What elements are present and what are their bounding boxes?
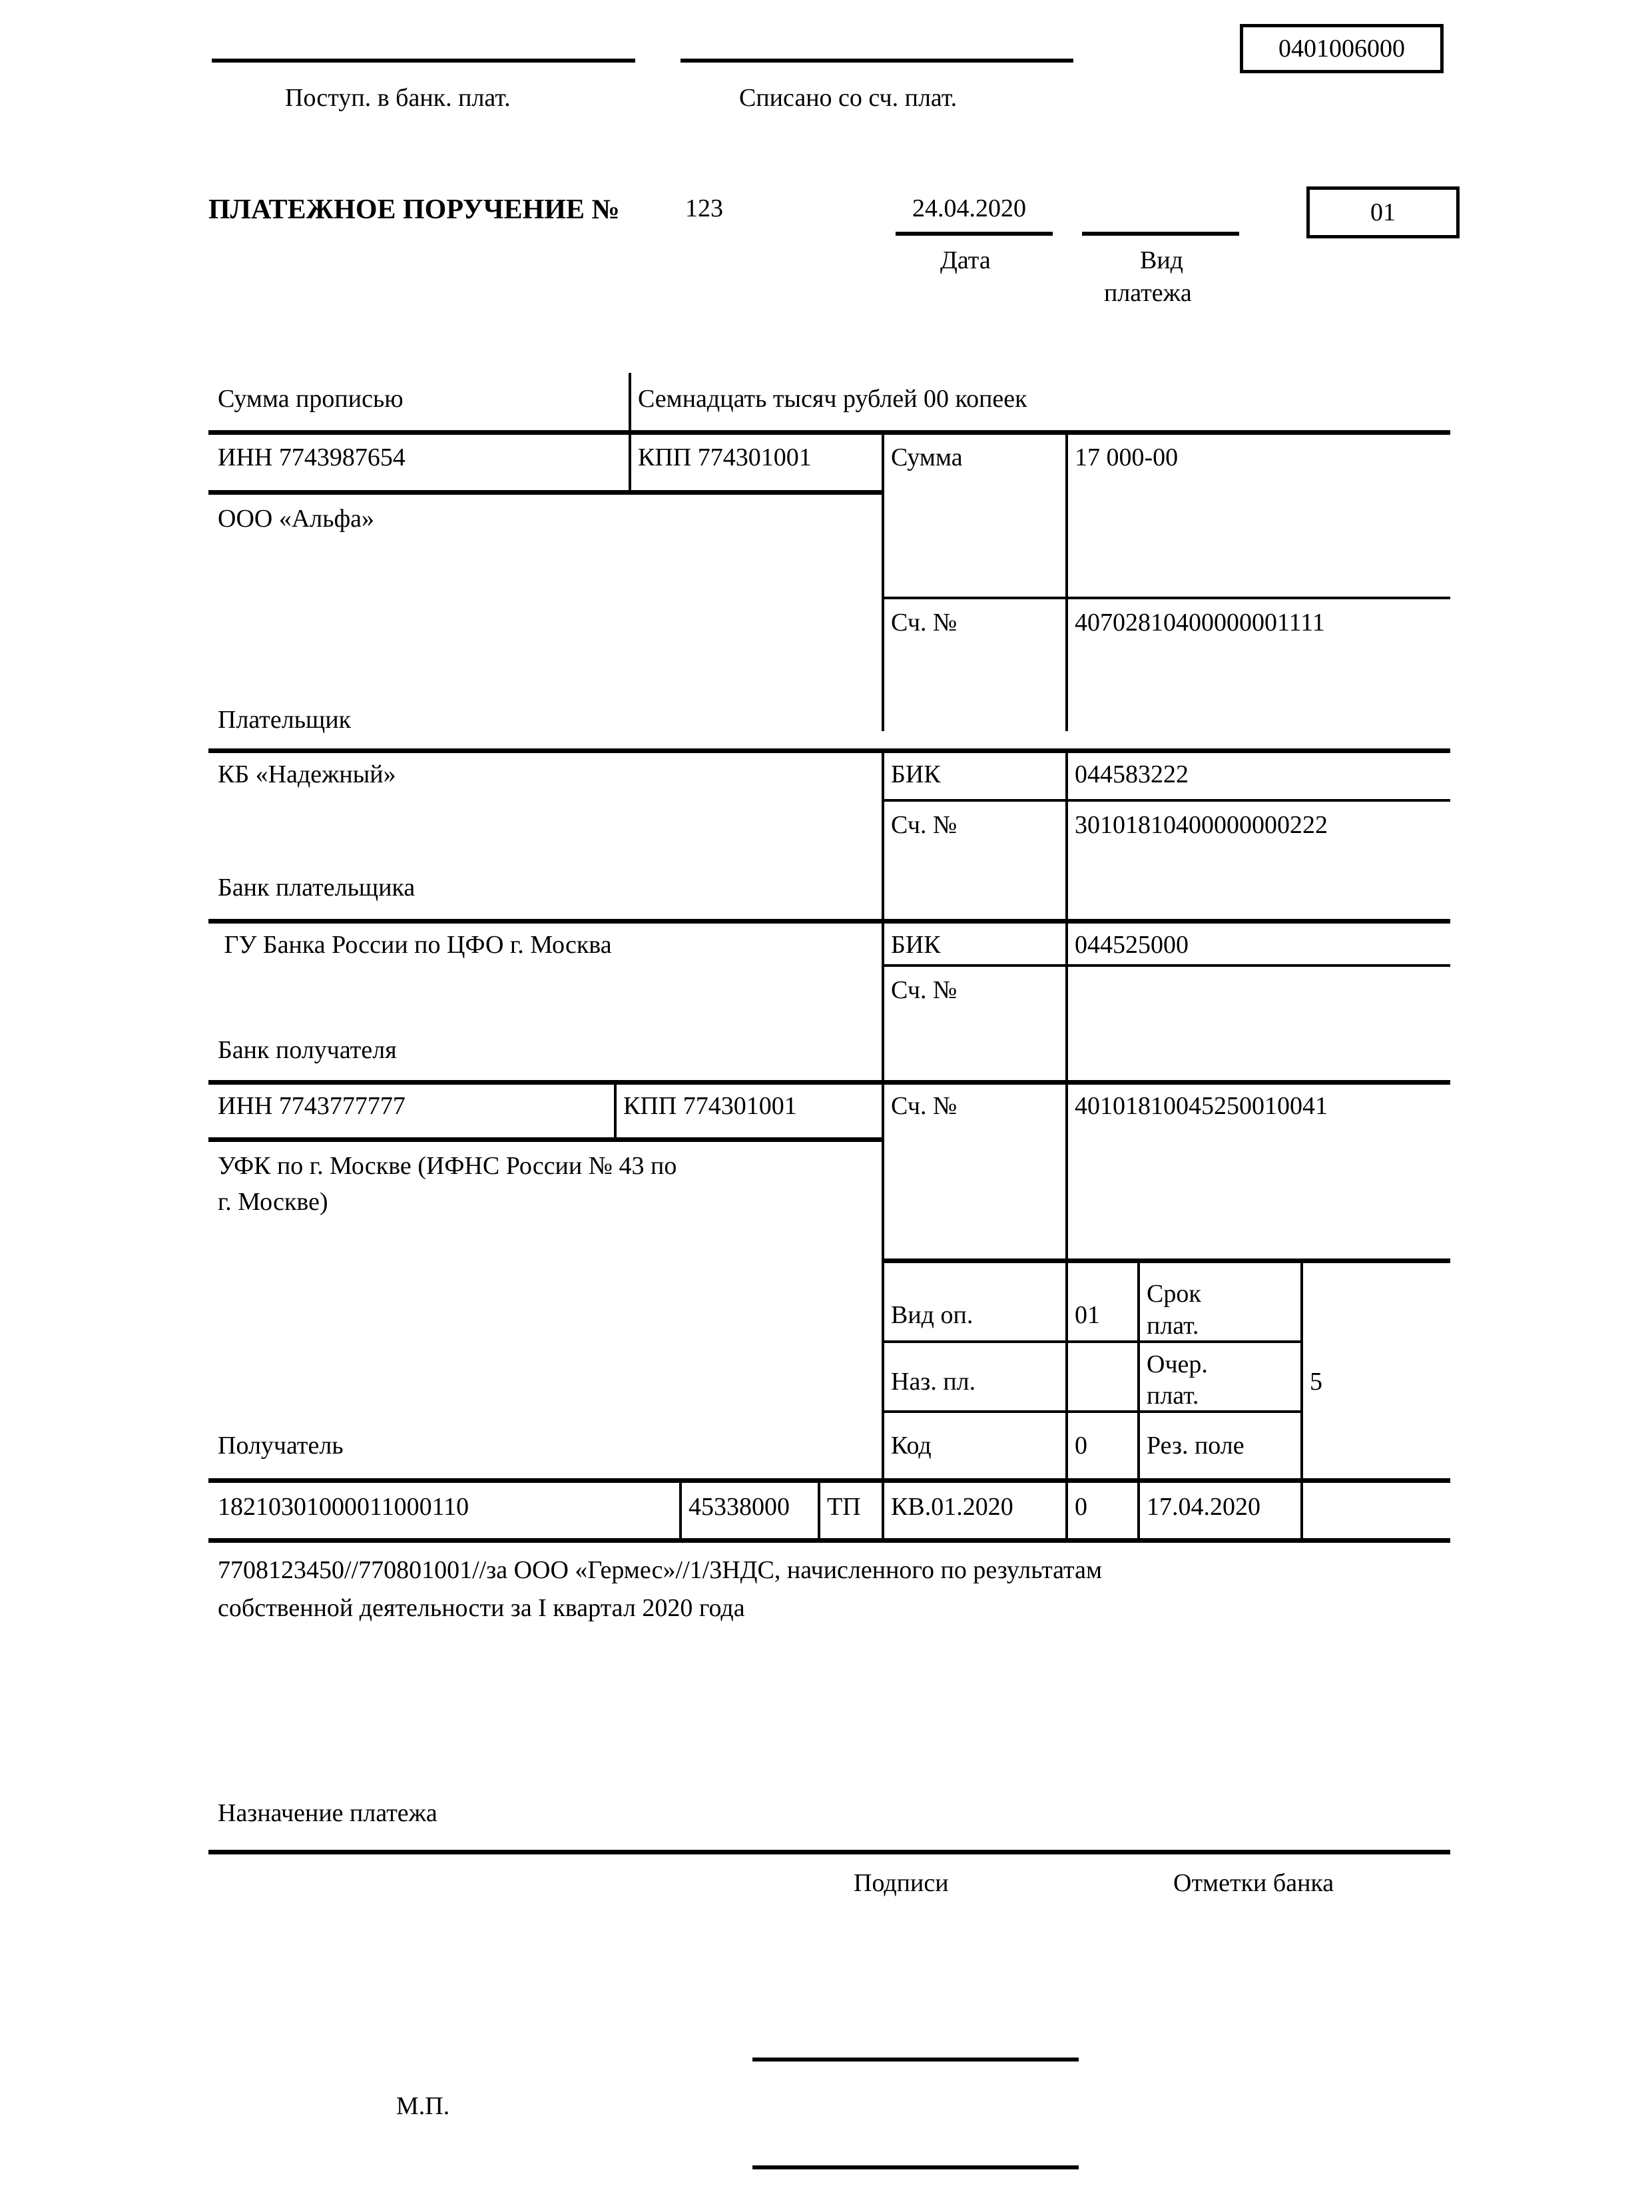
- doc-date-value: 17.04.2020: [1147, 1493, 1260, 1521]
- payer-bank-bic-label: БИК: [891, 760, 941, 788]
- signatures-label: Подписи: [854, 1869, 949, 1897]
- op-block-rule-1: [882, 1340, 1137, 1343]
- doc-number-value: 0: [1075, 1493, 1087, 1521]
- kbk-value: 18210301000011000110: [218, 1493, 469, 1521]
- amount-label: Сумма: [891, 443, 963, 471]
- payee-account-label: Сч. №: [891, 1092, 958, 1120]
- date-underline: [896, 232, 1053, 236]
- payer-section-label: Плательщик: [218, 706, 352, 734]
- debited-from-account-line: [681, 59, 1073, 63]
- payee-inn: ИНН 7743777777: [218, 1092, 406, 1120]
- payer-bank-bic-value: 044583222: [1075, 760, 1189, 788]
- payer-account-label: Сч. №: [891, 609, 958, 637]
- payer-kpp: КПП 774301001: [638, 443, 812, 471]
- table-rule-3: [882, 597, 1450, 599]
- debited-from-account-label: Списано со сч. плат.: [739, 84, 958, 112]
- payee-name-line2: г. Москве): [218, 1188, 328, 1216]
- payee-bank-bic-label: БИК: [891, 931, 941, 959]
- signature-line-2: [752, 2165, 1079, 2169]
- queue-value: 5: [1310, 1368, 1322, 1396]
- signature-line-1: [752, 2058, 1079, 2062]
- payment-kind-underline: [1082, 232, 1239, 236]
- op-block-top-rule: [882, 1258, 1450, 1263]
- payee-kpp: КПП 774301001: [623, 1092, 797, 1120]
- op-type-label: Вид оп.: [891, 1301, 973, 1329]
- code-value: 0: [1075, 1432, 1087, 1460]
- op-type-value: 01: [1075, 1301, 1100, 1329]
- payer-bank-account-label: Сч. №: [891, 811, 958, 839]
- table-rule-9: [208, 1137, 883, 1142]
- queue-label-line1: Очер.: [1147, 1350, 1208, 1378]
- payment-kind-label-line2: платежа: [1104, 279, 1192, 307]
- payee-bank-name: ГУ Банка России по ЦФО г. Москва: [218, 931, 612, 959]
- amount-in-words-value: Семнадцать тысяч рублей 00 копеек: [638, 385, 1027, 413]
- payer-name: ООО «Альфа»: [218, 505, 375, 533]
- received-in-bank-label: Поступ. в банк. плат.: [285, 84, 511, 112]
- table-rule-8: [208, 1080, 1450, 1085]
- table-rule-4: [208, 748, 1450, 753]
- payer-account-value: 40702810400000001111: [1075, 609, 1325, 637]
- payer-bank-account-value: 30101810400000000222: [1075, 811, 1328, 839]
- received-in-bank-line: [212, 59, 635, 63]
- op-block-rule-2: [882, 1410, 1137, 1413]
- payer-bank-name: КБ «Надежный»: [218, 760, 396, 788]
- amount-label-divider: [882, 433, 884, 731]
- purpose-code-label: Наз. пл.: [891, 1368, 976, 1396]
- table-rule-6: [208, 919, 1450, 924]
- table-rule-1: [208, 430, 1450, 435]
- oktmo-value: 45338000: [688, 1493, 790, 1521]
- reserve-label: Рез. поле: [1147, 1432, 1244, 1460]
- date-label: Дата: [940, 246, 991, 274]
- table-rule-7: [882, 964, 1450, 967]
- document-date: 24.04.2020: [912, 194, 1026, 222]
- table-rule-2: [208, 490, 883, 495]
- table-rule-5: [882, 799, 1450, 802]
- stamp-label: М.П.: [396, 2092, 450, 2120]
- op-block-rule-1b: [1137, 1340, 1300, 1343]
- payee-account-value: 40101810045250010041: [1075, 1092, 1328, 1120]
- budget-divider-6: [1300, 1481, 1303, 1538]
- code-label: Код: [891, 1432, 932, 1460]
- period-value: КВ.01.2020: [891, 1493, 1013, 1521]
- payer-bank-section-label: Банк плательщика: [218, 874, 415, 902]
- payee-bank-account-label: Сч. №: [891, 976, 958, 1004]
- payee-section-label: Получатель: [218, 1432, 344, 1460]
- bank-marks-label: Отметки банка: [1173, 1869, 1334, 1897]
- page-title: ПЛАТЕЖНОЕ ПОРУЧЕНИЕ №: [208, 194, 620, 225]
- table-rule-10: [208, 1478, 1450, 1483]
- document-number: 123: [685, 194, 723, 222]
- payee-bank-section-label: Банк получателя: [218, 1036, 397, 1064]
- form-code-value: 0401006000: [1278, 35, 1405, 63]
- basis-value: ТП: [827, 1493, 861, 1521]
- amount-value: 17 000-00: [1075, 443, 1179, 471]
- payment-kind-label-line1: Вид: [1140, 246, 1184, 274]
- payee-bank-bic-value: 044525000: [1075, 931, 1189, 959]
- op-block-rule-2b: [1137, 1410, 1300, 1413]
- term-label-line2: плат.: [1147, 1312, 1199, 1340]
- table-rule-12: [208, 1850, 1450, 1854]
- payment-kind-value: 01: [1370, 198, 1396, 226]
- purpose-line-2: собственной деятельности за I квартал 2020 года: [218, 1594, 745, 1622]
- payer-inn: ИНН 7743987654: [218, 443, 406, 471]
- queue-label-line2: плат.: [1147, 1382, 1199, 1410]
- form-code-box: [1240, 24, 1444, 73]
- purpose-line-1: 7708123450//770801001//за ООО «Гермес»//1/3НДС, начисленного по результатам: [218, 1556, 1103, 1584]
- payment-kind-box: [1306, 186, 1460, 238]
- payee-name-line1: УФК по г. Москве (ИФНС России № 43 по: [218, 1152, 677, 1180]
- amount-value-divider: [1065, 433, 1068, 731]
- purpose-section-label: Назначение платежа: [218, 1799, 437, 1827]
- table-rule-11: [208, 1538, 1450, 1543]
- amount-in-words-label: Сумма прописью: [218, 385, 404, 413]
- term-label-line1: Срок: [1147, 1280, 1201, 1308]
